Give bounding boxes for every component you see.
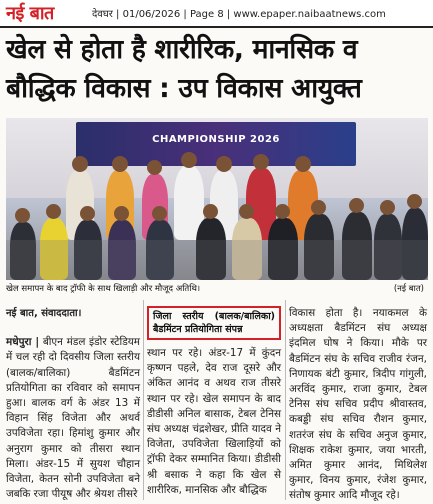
person-head	[239, 204, 254, 219]
dateline: मधेपुरा |	[6, 336, 40, 349]
column-text: विकास होता है। नयाकमल के अध्यक्षता बैडमिंटन संघ अध्यक्ष इंदमिल घोष ने किया। मौके पर बैडमिंटन संघ के सचिव राजीव रंजन, निणायक बंटी कुमार, त्रिदीप गांगुली, अरविंद कुमार, राजा कुमार, टेबल टेनिस संघ सचिव प्रदीप श्रीवास्तव, कबड्डी संघ सचिव रौशन कुमार, शतरंज संघ के सचिव अनुज कुमार, शिक्षक राकेश कुमार, जया भारती, अमित कुमार आनंद, मिथिलेश कुमार, विनय कुमार, रंजेश कुमार, संतोष कुमार आदि मौजूद रहे।	[289, 307, 427, 502]
edition-meta: देवघर | 01/06/2026 | Page 8 | www.epaper.naibaatnews.com	[92, 9, 386, 20]
person-head	[380, 200, 395, 215]
person-head	[407, 194, 422, 209]
newspaper-logo	[6, 2, 54, 24]
person-head	[253, 154, 269, 170]
person-head	[203, 204, 218, 219]
headline: खेल से होता है शारीरिक, मानसिक व बौद्धिक विकास : उप विकास आयुक्त	[6, 34, 362, 104]
article-column-1	[6, 306, 140, 502]
article-column-2	[147, 306, 281, 498]
article-column-3	[289, 306, 427, 504]
column-divider	[143, 300, 144, 500]
person-head	[349, 198, 364, 213]
person-head	[46, 204, 61, 219]
news-photo	[6, 118, 428, 280]
person-head	[275, 204, 290, 219]
banner-text: CHAMPIONSHIP 2026	[152, 134, 280, 145]
person-head	[295, 156, 311, 172]
photo-floor	[6, 240, 428, 280]
person-head	[152, 206, 167, 221]
person-head	[147, 160, 162, 175]
person-head	[15, 208, 30, 223]
person-head	[311, 200, 326, 215]
photo-credit: (नई बात)	[393, 284, 424, 294]
logo-text: नई बात	[6, 3, 54, 24]
person-head	[114, 206, 129, 221]
byline	[6, 306, 140, 321]
masthead	[0, 0, 433, 28]
byline-text: नई बात, संवाददाता।	[6, 308, 82, 319]
column-text: स्थान पर रहे। अंडर-17 में कुंदन कृष्णन पहले, देव राज दूसरे और अंकित आनंद व अथव राज तीसरे स्थान पर रहे। खेल समापन के बाद डीडीसी अनिल बासाक, टेबल टेनिस संघ अध्यक्ष चंद्रशेखर, प्रीति यादव ने विजेता, उपविजेता खिलाड़ियों को ट्रॉफी देकर सम्मानित किया। डीडीसी श्री बसाक ने कहा कि खेल से शारीरिक, मानसिक और बौद्धिक	[147, 347, 281, 496]
boxed-subheading: जिला स्तरीय (बालक/बालिका) बैडमिंटन प्रतियोगिता संपन्न	[147, 306, 281, 340]
photo-caption	[6, 283, 428, 299]
person-head	[216, 156, 232, 172]
column-divider	[285, 300, 286, 500]
person-head	[181, 152, 197, 168]
person-head	[80, 206, 95, 221]
caption-text: खेल समापन के बाद ट्रॉफी के साथ खिलाड़ी और मौजूद अतिथि।	[6, 284, 201, 294]
person-head	[112, 156, 128, 172]
person-head	[72, 156, 88, 172]
column-text: बीएन मंडल इंडोर स्टेडियम में चल रही दो दिवसीय जिला स्तरीय (बालक/बालिका) बैडमिंटन प्रतियोगिता का रविवार को समापन हुआ। बालक वर्ग के अंडर 13 में विहान सिंह विजेता और अथर्व उपविजेता रहा। हिमांशु कुमार और अनुराग कुमार को तीसरा स्थान मिला। अंडर-15 में सुयश चौहान विजेता, केतन सोनी उपविजेता बने जबकि रजा पीयूष और श्रेयश तीसरे	[6, 336, 141, 501]
